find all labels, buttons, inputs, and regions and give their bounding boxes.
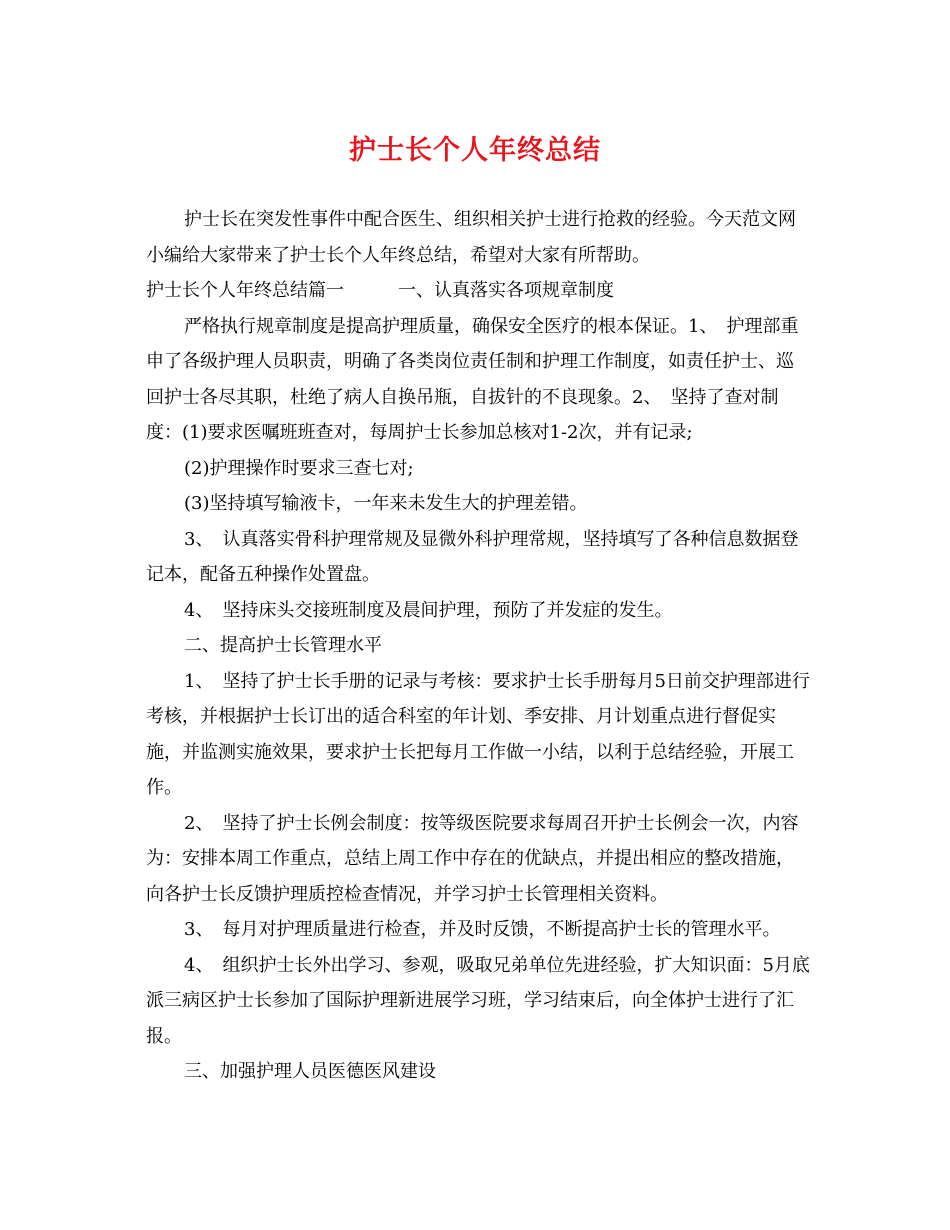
paragraph-heading-2: 二、提高护士长管理水平 (184, 635, 382, 656)
paragraph-heading-3: 三、加强护理人员医德医风建设 (184, 1061, 436, 1082)
paragraph-mgmt-3: 3、 每月对护理质量进行检查，并及时反馈，不断提高护士长的管理水平。 (184, 919, 781, 940)
document-body (146, 202, 810, 1090)
paragraph-rules: 严格执行规章制度是提高护理质量，确保安全医疗的根本保证。1、 护理部重申了各级护理人员职责，明确了各类岗位责任制和护理工作制度，如责任护士、巡回护士各尽其职，杜绝了病人自换吊瓶，自拔针的不良现象。2、 坚持了查对制度：(1)要求医嘱班班查对，每周护士长参加总核对1-2次，并有记录; (146, 315, 799, 443)
paragraph-mgmt-4: 4、 组织护士长外出学习、参观，吸取兄弟单位先进经验，扩大知识面：5月底派三病区护士长参加了国际护理新进展学习班，学习结束后，向全体护士进行了汇报。 (146, 954, 810, 1047)
paragraph-item-3: (3)坚持填写输液卡，一年来未发生大的护理差错。 (184, 493, 588, 514)
document-title: 护士长个人年终总结 (349, 135, 601, 166)
paragraph-section-heading: 护士长个人年终总结篇一 一、认真落实各项规章制度 (146, 280, 614, 301)
paragraph-intro: 护士长在突发性事件中配合医生、组织相关护士进行抢救的经验。今天范文网小编给大家带来了护士长个人年终总结，希望对大家有所帮助。 (146, 209, 796, 266)
paragraph-mgmt-1: 1、 坚持了护士长手册的记录与考核：要求护士长手册每月5日前交护理部进行考核，并根据护士长订出的适合科室的年计划、季安排、月计划重点进行督促实施，并监测实施效果，要求护士长把每月工作做一小结，以利于总结经验，开展工作。 (146, 670, 810, 798)
paragraph-point-3: 3、 认真落实骨科护理常规及显微外科护理常规，坚持填写了各种信息数据登记本，配备五种操作处置盘。 (146, 528, 799, 585)
paragraph-mgmt-2: 2、 坚持了护士长例会制度：按等级医院要求每周召开护士长例会一次，内容为：安排本周工作重点，总结上周工作中存在的优缺点，并提出相应的整改措施，向各护士长反馈护理质控检查情况，并学习护士长管理相关资料。 (146, 812, 799, 905)
paragraph-item-2: (2)护理操作时要求三查七对; (184, 457, 414, 479)
paragraph-point-4: 4、 坚持床头交接班制度及晨间护理，预防了并发症的发生。 (184, 599, 673, 621)
